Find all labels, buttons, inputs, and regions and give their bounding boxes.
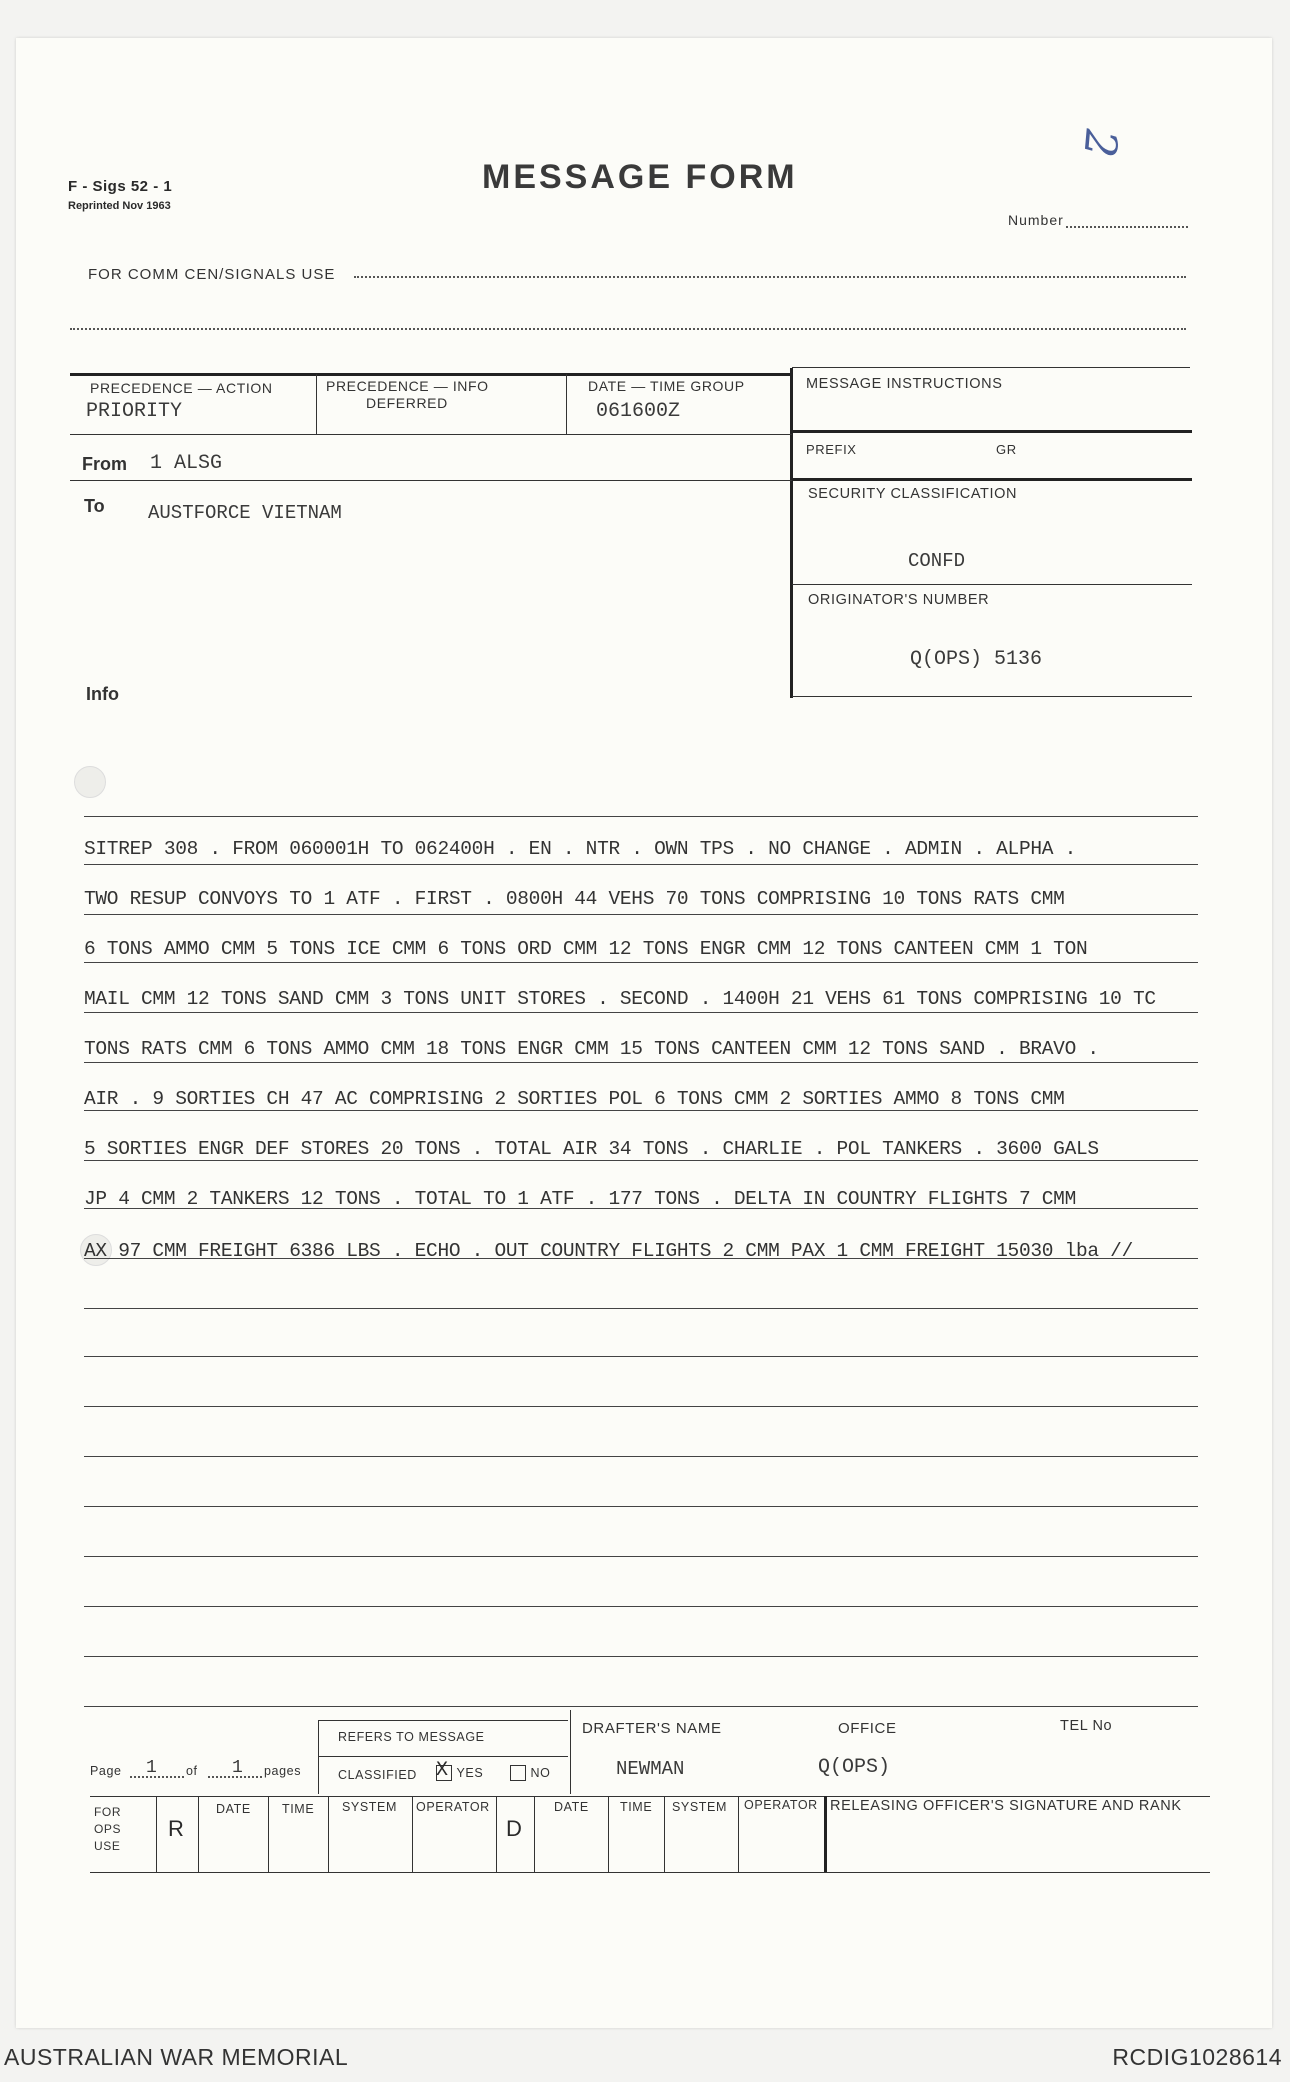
to-label: To <box>84 496 105 516</box>
precedence-action-value[interactable]: PRIORITY <box>86 400 183 423</box>
date-label-2: DATE <box>554 1800 589 1814</box>
body-rule <box>84 1012 1198 1013</box>
form-reprint: Reprinted Nov 1963 <box>68 200 171 212</box>
gr-label: GR <box>996 442 1017 457</box>
precedence-action-label: PRECEDENCE — ACTION <box>90 380 273 396</box>
of-label: of <box>186 1764 198 1778</box>
operator-label-2: OPERATOR <box>744 1798 818 1812</box>
ops-divider <box>268 1796 269 1872</box>
ops-row-top-rule <box>90 1796 1210 1797</box>
body-rule <box>84 1706 1198 1707</box>
ops-divider <box>534 1796 535 1872</box>
system-label-1: SYSTEM <box>342 1800 397 1814</box>
body-rule <box>84 962 1198 963</box>
body-rule <box>84 1456 1198 1457</box>
pages-label: pages <box>264 1764 302 1778</box>
body-rule <box>84 1656 1198 1657</box>
to-value[interactable]: AUSTFORCE VIETNAM <box>148 502 342 524</box>
divider-1 <box>316 374 317 434</box>
drafter-label: DRAFTER'S NAME <box>582 1720 722 1737</box>
from-label: From <box>82 454 127 474</box>
body-rule <box>84 1606 1198 1607</box>
system-label-2: SYSTEM <box>672 1800 727 1814</box>
refers-right-border <box>570 1710 571 1794</box>
message-body-line: 6 TONS AMMO CMM 5 TONS ICE CMM 6 TONS ORD CMM 12 TONS ENGR CMM 12 TONS CANTEEN CMM 1 TON <box>84 938 1088 960</box>
classified-yes-mark: X <box>436 1758 449 1782</box>
for-ops-use-line: USE <box>94 1839 121 1853</box>
classified-no-checkbox[interactable] <box>510 1764 550 1782</box>
refers-mid-rule <box>318 1756 568 1757</box>
ops-divider <box>664 1796 665 1872</box>
message-body-line: AX 97 CMM FREIGHT 6386 LBS . ECHO . OUT COUNTRY FLIGHTS 2 CMM PAX 1 CMM FREIGHT 15030 lba // <box>84 1240 1133 1262</box>
instructions-top-rule <box>792 367 1190 368</box>
releasing-officer-label: RELEASING OFFICER'S SIGNATURE AND RANK <box>830 1798 1182 1814</box>
right-block-border <box>790 368 793 698</box>
precedence-bottom-rule <box>70 434 792 435</box>
originator-value[interactable]: Q(OPS) 5136 <box>910 648 1043 671</box>
precedence-info-deferred: DEFERRED <box>366 395 448 411</box>
punch-hole-top <box>74 766 106 798</box>
d-label: D <box>506 1816 522 1841</box>
drafter-value[interactable]: NEWMAN <box>616 1758 685 1780</box>
ops-divider <box>198 1796 199 1872</box>
prefix-bottom-rule <box>792 478 1192 481</box>
archive-source: AUSTRALIAN WAR MEMORIAL <box>4 2044 349 2070</box>
ops-divider <box>412 1796 413 1872</box>
of-value[interactable]: 1 <box>232 1758 243 1778</box>
tel-label: TEL No <box>1060 1718 1113 1734</box>
page-value[interactable]: 1 <box>146 1758 157 1778</box>
office-value[interactable]: Q(OPS) <box>818 1756 891 1779</box>
message-body-line: TWO RESUP CONVOYS TO 1 ATF . FIRST . 0800H 44 VEHS 70 TONS COMPRISING 10 TONS RATS CMM <box>84 888 1065 910</box>
office-label: OFFICE <box>838 1720 897 1737</box>
ops-divider <box>328 1796 329 1872</box>
time-label-2: TIME <box>620 1800 653 1814</box>
security-label: SECURITY CLASSIFICATION <box>808 486 1018 502</box>
message-body-line: JP 4 CMM 2 TANKERS 12 TONS . TOTAL TO 1 ATF . 177 TONS . DELTA IN COUNTRY FLIGHTS 7 CMM <box>84 1188 1076 1210</box>
page-dots <box>130 1776 184 1778</box>
classified-label: CLASSIFIED <box>338 1768 417 1782</box>
refers-top-rule <box>318 1720 568 1721</box>
body-rule <box>84 1506 1198 1507</box>
from-value[interactable]: 1 ALSG <box>150 452 223 475</box>
classified-no-label: NO <box>530 1766 551 1780</box>
message-body-line: SITREP 308 . FROM 060001H TO 062400H . EN . NTR . OWN TPS . NO CHANGE . ADMIN . ALPHA . <box>84 838 1076 860</box>
ops-divider <box>608 1796 609 1872</box>
of-dots <box>208 1776 262 1778</box>
comm-cen-field[interactable] <box>354 276 1186 278</box>
body-rule <box>84 1110 1198 1111</box>
body-rule <box>84 1062 1198 1063</box>
body-rule <box>84 1308 1198 1309</box>
body-rule <box>84 1356 1198 1357</box>
ops-divider <box>496 1796 497 1872</box>
page-label: Page <box>90 1764 122 1778</box>
for-ops-use-line: FOR <box>94 1805 122 1819</box>
body-rule <box>84 816 1198 817</box>
archive-id: RCDIG1028614 <box>1112 2044 1282 2070</box>
time-label-1: TIME <box>282 1802 315 1816</box>
message-instructions-label: MESSAGE INSTRUCTIONS <box>806 376 1003 392</box>
comm-cen-field-line2[interactable] <box>70 328 1186 330</box>
security-bottom-rule <box>792 584 1192 585</box>
refers-left-border <box>318 1720 319 1794</box>
body-rule <box>84 1160 1198 1161</box>
ops-row-bottom-rule <box>90 1872 1210 1873</box>
body-rule <box>84 864 1198 865</box>
r-label: R <box>168 1816 184 1841</box>
prefix-label: PREFIX <box>806 442 857 457</box>
security-value[interactable]: CONFD <box>908 550 966 572</box>
form-title: MESSAGE FORM <box>482 158 798 196</box>
form-id: F - Sigs 52 - 1 <box>68 178 173 195</box>
divider-2 <box>566 374 567 434</box>
header-top-rule <box>70 373 792 376</box>
for-ops-use-label <box>94 1804 121 1855</box>
classified-yes-label: YES <box>456 1766 484 1780</box>
message-body-line: TONS RATS CMM 6 TONS AMMO CMM 18 TONS ENGR CMM 15 TONS CANTEEN CMM 12 TONS SAND . BRAVO . <box>84 1038 1099 1060</box>
classified-yes-checkbox[interactable] <box>436 1758 484 1782</box>
originator-label: ORIGINATOR'S NUMBER <box>808 592 990 608</box>
handwritten-mark: 2 <box>1073 127 1127 160</box>
message-body-line: MAIL CMM 12 TONS SAND CMM 3 TONS UNIT STORES . SECOND . 1400H 21 VEHS 61 TONS COMPRISING 10 TC <box>84 988 1156 1010</box>
originator-bottom-rule <box>792 696 1192 697</box>
date-label-1: DATE <box>216 1802 251 1816</box>
instructions-bottom-rule <box>792 430 1192 433</box>
for-ops-use-line: OPS <box>94 1822 122 1836</box>
body-rule <box>84 914 1198 915</box>
operator-label-1: OPERATOR <box>416 1800 490 1814</box>
comm-cen-label: FOR COMM CEN/SIGNALS USE <box>88 266 336 283</box>
ops-divider <box>738 1796 739 1872</box>
number-label: Number <box>1008 212 1064 228</box>
refers-label: REFERS TO MESSAGE <box>338 1730 485 1744</box>
releasing-divider <box>824 1796 827 1872</box>
info-label: Info <box>86 684 119 704</box>
dtg-label: DATE — TIME GROUP <box>588 378 745 394</box>
body-rule <box>84 1556 1198 1557</box>
precedence-info-label: PRECEDENCE — INFO <box>326 378 489 394</box>
from-bottom-rule <box>70 480 792 481</box>
message-body-line: AIR . 9 SORTIES CH 47 AC COMPRISING 2 SORTIES POL 6 TONS CMM 2 SORTIES AMMO 8 TONS CMM <box>84 1088 1065 1110</box>
body-rule <box>84 1406 1198 1407</box>
message-body-line: 5 SORTIES ENGR DEF STORES 20 TONS . TOTAL AIR 34 TONS . CHARLIE . POL TANKERS . 3600 GALS <box>84 1138 1099 1160</box>
number-field[interactable] <box>1066 226 1188 228</box>
dtg-value[interactable]: 061600Z <box>596 400 681 423</box>
ops-divider <box>156 1796 157 1872</box>
